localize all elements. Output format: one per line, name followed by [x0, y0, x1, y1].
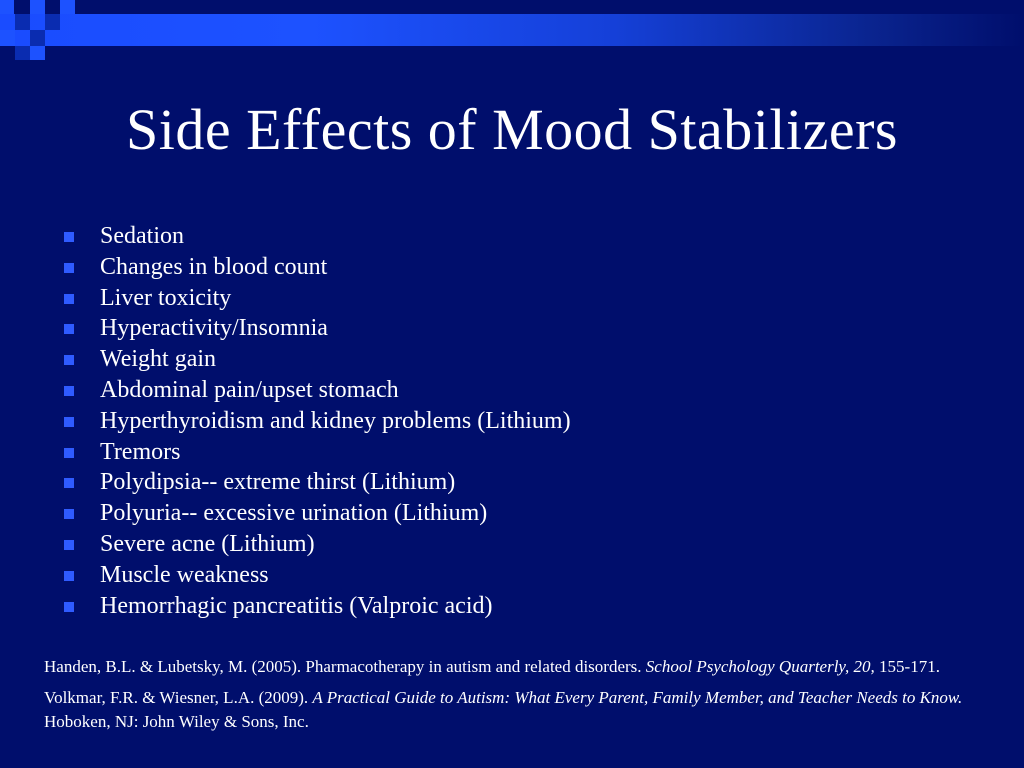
square-bullet-icon	[64, 232, 74, 242]
square-bullet-icon	[64, 571, 74, 581]
square-bullet-icon	[64, 602, 74, 612]
corner-square-decoration	[0, 0, 14, 14]
corner-square-decoration	[0, 30, 15, 46]
corner-square-decoration	[45, 14, 60, 30]
bullet-text: Abdominal pain/upset stomach	[100, 376, 399, 403]
bullet-text: Hemorrhagic pancreatitis (Valproic acid)	[100, 592, 493, 619]
corner-square-decoration	[30, 46, 45, 60]
slide-title: Side Effects of Mood Stabilizers	[125, 97, 898, 162]
bullet-item	[62, 252, 571, 283]
header-gradient-bar	[0, 14, 1024, 46]
square-bullet-icon	[64, 540, 74, 550]
bullet-item	[62, 529, 571, 560]
reference-entry	[44, 655, 984, 679]
reference-entry	[44, 686, 984, 734]
reference-publisher: Hoboken, NJ: John Wiley & Sons, Inc.	[44, 712, 309, 731]
bullet-item	[62, 437, 571, 468]
reference-source: School Psychology Quarterly, 20,	[645, 657, 875, 676]
bullet-text: Weight gain	[100, 346, 217, 373]
corner-square-decoration	[15, 46, 30, 60]
square-bullet-icon	[64, 417, 74, 427]
bullet-item	[62, 560, 571, 591]
bullet-item	[62, 591, 571, 622]
bullet-text: Tremors	[100, 438, 181, 465]
square-bullet-icon	[64, 386, 74, 396]
bullet-text: Sedation	[100, 223, 184, 249]
square-bullet-icon	[64, 355, 74, 365]
bullet-item	[62, 467, 571, 498]
bullet-item	[62, 283, 571, 314]
square-bullet-icon	[64, 448, 74, 458]
corner-square-decoration	[15, 14, 30, 30]
corner-square-decoration	[30, 30, 45, 46]
bullet-item	[62, 221, 571, 252]
square-bullet-icon	[64, 263, 74, 273]
bullet-item	[62, 406, 571, 437]
bullet-item	[62, 375, 571, 406]
square-bullet-icon	[64, 324, 74, 334]
bullet-list	[62, 221, 571, 621]
bullet-item	[62, 498, 571, 529]
reference-pages: 155-171.	[874, 657, 940, 676]
bullet-text: Polyuria-- excessive urination (Lithium)	[100, 500, 488, 527]
bullet-text: Muscle weakness	[100, 561, 269, 588]
reference-text: Volkmar, F.R. & Wiesner, L.A. (2009).	[44, 688, 313, 707]
reference-text: Handen, B.L. & Lubetsky, M. (2005). Pharmacotherapy in autism and related disorders.	[44, 657, 646, 676]
bullet-text: Changes in blood count	[100, 253, 328, 280]
square-bullet-icon	[64, 478, 74, 488]
corner-square-decoration	[30, 0, 45, 14]
bullet-item	[62, 313, 571, 344]
bullet-text: Severe acne (Lithium)	[100, 530, 315, 557]
bullet-text: Liver toxicity	[100, 284, 232, 311]
bullet-text: Hyperactivity/Insomnia	[100, 315, 328, 342]
bullet-text: Hyperthyroidism and kidney problems (Lithium)	[100, 407, 571, 434]
references	[44, 655, 984, 741]
corner-square-decoration	[60, 0, 75, 14]
square-bullet-icon	[64, 509, 74, 519]
bullet-item	[62, 344, 571, 375]
reference-source: A Practical Guide to Autism: What Every Parent, Family Member, and Teacher Needs to Know.	[312, 688, 963, 707]
bullet-text: Polydipsia-- extreme thirst (Lithium)	[100, 469, 456, 496]
square-bullet-icon	[64, 294, 74, 304]
